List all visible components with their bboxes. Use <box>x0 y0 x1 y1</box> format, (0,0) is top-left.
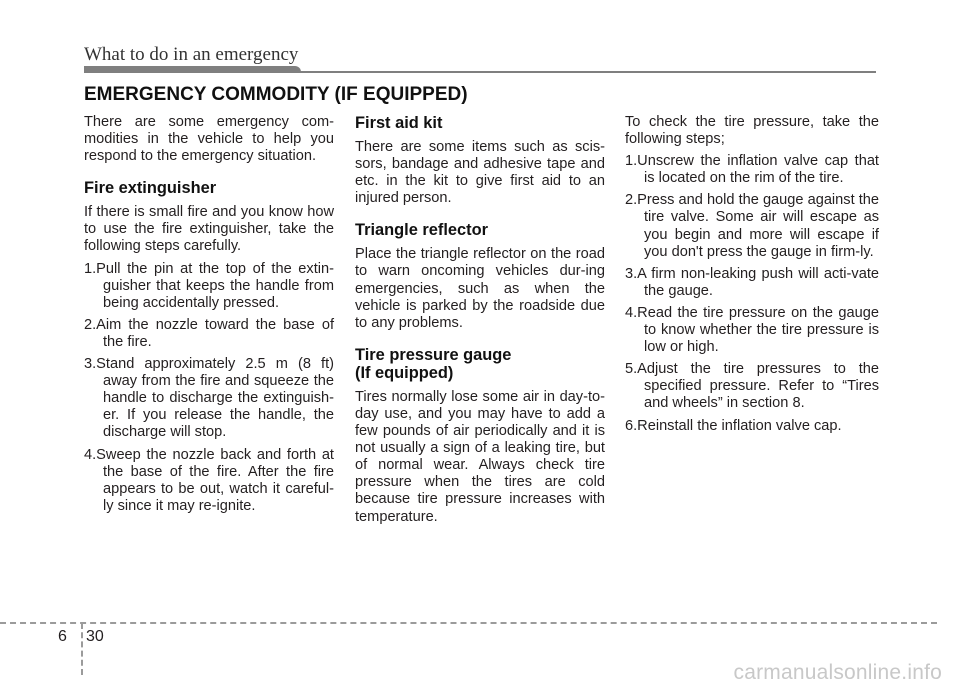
triangle-reflector-paragraph: Place the triangle reflector on the road to warn oncoming vehicles dur-ing emergencies, such as when the vehicle is parked by the roadside due to any problems. <box>355 246 605 331</box>
header-rule <box>300 71 876 73</box>
tire-check-intro: To check the tire pressure, take the following steps; <box>625 114 879 148</box>
chapter-number: 6 <box>58 628 67 645</box>
footer-page-divider <box>81 623 83 675</box>
column-left <box>84 114 334 520</box>
tire-gauge-heading <box>355 346 605 382</box>
list-item: 5.Adjust the tire pressures to the specified pressure. Refer to “Tires and wheels” in section 8. <box>625 361 879 412</box>
column-right <box>625 114 879 440</box>
list-item: 6.Reinstall the inflation valve cap. <box>625 417 842 434</box>
list-item: 3.A firm non-leaking push will acti-vate the gauge. <box>625 265 879 299</box>
intro-paragraph: There are some emergency com-modities in the vehicle to help you respond to the emergency situation. <box>84 114 334 165</box>
tire-gauge-heading-line2: (If equipped) <box>355 363 454 382</box>
tire-gauge-paragraph: Tires normally lose some air in day-to-day use, and you may have to add a few pounds of air periodically and it is not usually a sign of a leaking tire, but of normal wear. Always check tire pressure when the tires are cold because tire pressure increases with temperature. <box>355 388 605 525</box>
triangle-reflector-heading: Triangle reflector <box>355 221 488 240</box>
first-aid-paragraph: There are some items such as scis-sors, bandage and adhesive tape and etc. in the kit to give first aid to an injured person. <box>355 139 605 207</box>
watermark: carmanualsonline.info <box>733 661 942 684</box>
chapter-header-title: What to do in an emergency <box>84 44 299 65</box>
list-item: 2.Aim the nozzle toward the base of the fire. <box>84 316 334 350</box>
list-item: 2.Press and hold the gauge against the tire valve. Some air will escape as you begin and more will escape if you don't press the gauge in firm-ly. <box>625 192 879 260</box>
footer-dashed-rule <box>0 622 937 624</box>
list-item: 3.Stand approximately 2.5 m (8 ft) away from the fire and squeeze the handle to discharge the extinguish-er. If you release the handle, the discharge will stop. <box>84 356 334 441</box>
list-item: 4.Read the tire pressure on the gauge to know whether the tire pressure is low or high. <box>625 304 879 356</box>
page-number: 30 <box>86 628 104 645</box>
list-item: 4.Sweep the nozzle back and forth at the base of the fire. After the fire appears to be out, watch it careful-ly since it may re-ignite. <box>84 446 334 514</box>
tire-gauge-heading-line1: Tire pressure gauge <box>355 345 512 364</box>
fire-extinguisher-intro: If there is small fire and you know how to use the fire extinguisher, take the following steps carefully. <box>84 204 334 255</box>
header-accent-bar <box>84 66 301 73</box>
first-aid-heading: First aid kit <box>355 114 443 132</box>
column-middle <box>355 114 605 531</box>
list-item: 1.Unscrew the inflation valve cap that is located on the rim of the tire. <box>625 153 879 187</box>
fire-extinguisher-heading: Fire extinguisher <box>84 179 217 198</box>
section-title: EMERGENCY COMMODITY (IF EQUIPPED) <box>84 84 468 105</box>
list-item: 1.Pull the pin at the top of the extin-guisher that keeps the handle from being accidentally pressed. <box>84 260 334 311</box>
tire-check-steps <box>625 153 879 434</box>
fire-extinguisher-steps <box>84 261 334 515</box>
